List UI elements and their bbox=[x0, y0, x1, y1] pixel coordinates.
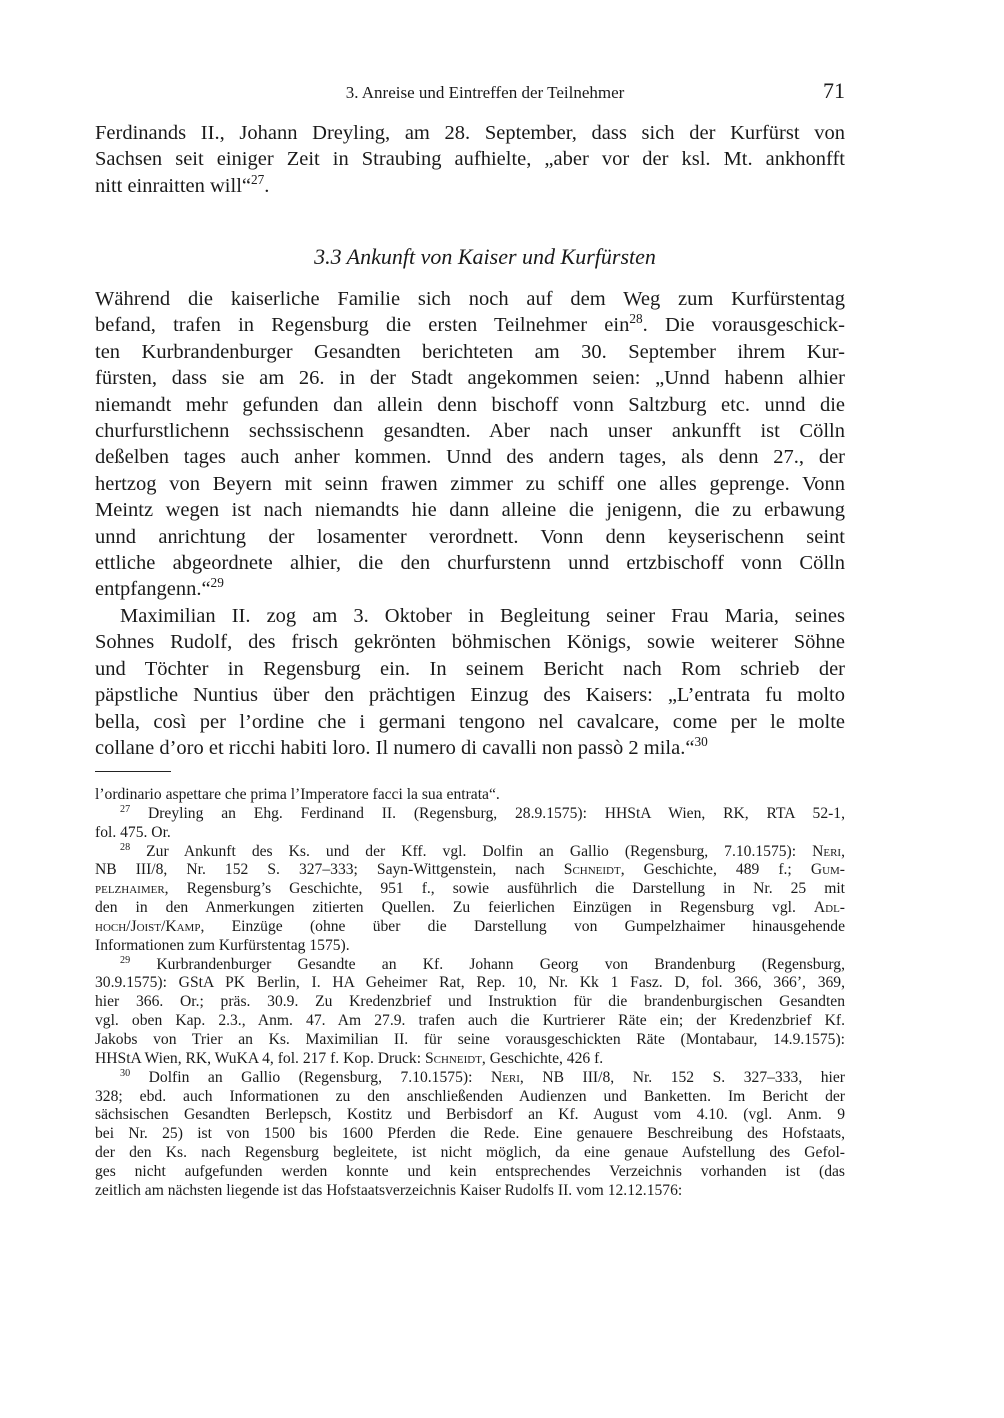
page-number: 71 bbox=[823, 78, 845, 103]
footnote-marker: 29 bbox=[210, 575, 224, 591]
text-line bbox=[95, 918, 845, 937]
text-run: entpfangenn.“ bbox=[95, 578, 211, 601]
text-line bbox=[95, 550, 845, 576]
text-line bbox=[95, 173, 845, 199]
text-line bbox=[95, 418, 845, 444]
text-line bbox=[95, 392, 845, 418]
small-caps-name: Neri bbox=[812, 842, 842, 860]
text-line bbox=[95, 146, 845, 172]
text-line bbox=[95, 444, 845, 470]
text-run: fol. 475. Or. bbox=[95, 823, 171, 841]
text-run: vgl. oben Kap. 2.3., Anm. 47. Am 27.9. trafen auch die Kurtrierer Räte ein; der Kredenzbrief Kf. bbox=[95, 1012, 845, 1030]
text-run: , NB III/8, Nr. 152 S. 327–333, hier bbox=[519, 1068, 845, 1086]
small-caps-name: pelzhaimer bbox=[95, 880, 165, 898]
text-run: bei Nr. 25) ist von 1500 bis 1600 Pferden die Rede. Eine genauere Beschreibung des Hofstaats, bbox=[95, 1125, 845, 1143]
text-run: ettliche abgeordnete alhier, die den churfurstenn unnd ertzbischoff vonn Cölln bbox=[95, 551, 845, 574]
text-line bbox=[95, 805, 845, 824]
text-run: Ferdinands II., Johann Dreyling, am 28. September, dass sich der Kurfürst von bbox=[95, 122, 845, 144]
text-line bbox=[95, 1182, 845, 1201]
text-run: , bbox=[841, 842, 845, 860]
paragraph-2 bbox=[95, 603, 845, 761]
footnote-marker: 30 bbox=[120, 1067, 131, 1079]
text-line bbox=[95, 993, 845, 1012]
footnote-marker: 28 bbox=[629, 311, 643, 327]
text-line bbox=[95, 682, 845, 708]
footnote-marker: 29 bbox=[120, 954, 131, 966]
small-caps-name: Adl- bbox=[813, 899, 845, 917]
text-line bbox=[95, 709, 845, 735]
text-run: , Einzüge (ohne über die Darstellung von Gumpelzhaimer hinausgehende bbox=[200, 917, 845, 935]
text-run: , Geschichte, 489 f.; bbox=[620, 861, 811, 879]
text-line bbox=[95, 286, 845, 312]
intro-paragraph bbox=[95, 120, 845, 199]
footnotes bbox=[95, 786, 845, 1201]
text-line bbox=[95, 656, 845, 682]
text-run: niemandt mehr gefunden dan allein denn bischoff vonn Saltzburg etc. unnd die bbox=[95, 393, 845, 416]
text-run: hier 366. Or.; präs. 30.9. Zu Kredenzbrief und Instruktion für die brandenburgischen Gesandten bbox=[95, 993, 845, 1011]
text-run: bella, così per l’ordine che i germani tengono nel cavalcare, come per le molte bbox=[95, 710, 845, 733]
footnote-marker: 28 bbox=[120, 841, 131, 853]
text-line bbox=[95, 861, 845, 880]
text-run: päpstliche Nuntius über den prächtigen Einzug des Kaisers: „L’entrata fu molto bbox=[95, 684, 845, 707]
text-line bbox=[95, 824, 845, 843]
text-run: ges nicht aufgefunden werden konnte und kein entsprechendes Verzeichnis vorhanden ist (das bbox=[95, 1162, 845, 1180]
text-line bbox=[95, 1144, 845, 1163]
text-line bbox=[95, 937, 845, 956]
text-run: collane d’oro et ricchi habiti loro. Il numero di cavalli non passò 2 mila.“ bbox=[95, 736, 695, 759]
text-line bbox=[95, 1031, 845, 1050]
text-run: Informationen zum Kurfürstentag 1575). bbox=[95, 936, 350, 954]
paragraph-1 bbox=[95, 286, 845, 603]
text-line bbox=[95, 1088, 845, 1107]
text-line bbox=[95, 1069, 845, 1088]
text-line bbox=[95, 899, 845, 918]
text-line bbox=[95, 1012, 845, 1031]
small-caps-name: hoch/Joist/Kamp bbox=[95, 917, 201, 935]
text-line bbox=[95, 843, 845, 862]
footnote-rule bbox=[95, 771, 171, 772]
text-run: unnd anrichtung der losamenter verordnett. Vonn denn keyserischenn seint bbox=[95, 525, 845, 548]
text-run: ten Kurbrandenburger Gesandten berichteten am 30. September ihrem Kur- bbox=[95, 340, 845, 363]
text-line bbox=[95, 120, 845, 146]
text-run: Sohnes Rudolf, des frisch gekrönten böhmischen Königs, sowie weiterer Söhne bbox=[95, 631, 845, 654]
text-run: , Geschichte, 426 f. bbox=[481, 1049, 604, 1067]
footnote bbox=[95, 1069, 845, 1201]
text-run: Sachsen seit einiger Zeit in Straubing aufhielte, „aber vor der ksl. Mt. ankhonfft bbox=[95, 148, 845, 171]
text-run: HHStA Wien, RK, WuKA 4, fol. 217 f. Kop. Druck: bbox=[95, 1049, 425, 1067]
text-line bbox=[95, 603, 845, 629]
small-caps-name: Schneidt bbox=[563, 861, 621, 879]
footnote-marker: 27 bbox=[250, 171, 265, 187]
footnote bbox=[95, 956, 845, 1069]
text-run: NB III/8, Nr. 152 S. 327–333; Sayn-Wittgenstein, nach bbox=[95, 861, 564, 879]
text-run: Kurbrandenburger Gesandte an Kf. Johann Georg von Brandenburg (Regensburg, bbox=[130, 955, 845, 973]
text-run: Zur Ankunft des Ks. und der Kff. vgl. Dolfin an Gallio (Regensburg, 7.10.1575): bbox=[130, 842, 813, 860]
text-line bbox=[95, 956, 845, 975]
text-run: Dreyling an Ehg. Ferdinand II. (Regensburg, 28.9.1575): HHStA Wien, RK, RTA 52-1, bbox=[130, 804, 845, 822]
text-line bbox=[95, 735, 845, 761]
text-line bbox=[95, 312, 845, 338]
text-line bbox=[95, 880, 845, 899]
text-run: hertzog von Beyern mit seinn frawen zimmer zu schiff one alles geprenge. Vonn bbox=[95, 472, 845, 495]
text-run: 328; ebd. auch Informationen zu den anschließenden Audienzen und Banketten. Im Bericht der bbox=[95, 1087, 845, 1105]
text-run: und Töchter in Regensburg ein. In seinem Bericht nach Rom schrieb der bbox=[95, 657, 845, 680]
text-run: zeitlich am nächsten liegende ist das Hofstaatsverzeichnis Kaiser Rudolfs II. vom 12.12.1576: bbox=[95, 1181, 683, 1199]
section-heading: 3.3 Ankunft von Kaiser und Kurfürsten bbox=[314, 244, 656, 269]
text-run: den in den Anmerkungen zitierten Quellen. Zu feierlichen Einzügen in Regensburg vgl. bbox=[95, 899, 814, 917]
text-line bbox=[95, 576, 845, 602]
footnote bbox=[95, 805, 845, 843]
text-line bbox=[95, 1050, 845, 1069]
text-run: fürsten, dass sie am 26. in der Stadt angekommen seien: „Unnd habenn alhier bbox=[95, 367, 845, 390]
text-line bbox=[95, 339, 845, 365]
small-caps-name: Neri bbox=[490, 1068, 520, 1086]
text-run: sächsischen Gesandten Berlepsch, Kostitz und Berbisdorf an Kf. August vom 4.10. (vgl. Anm. 9 bbox=[95, 1106, 845, 1124]
text-run: Dolfin an Gallio (Regensburg, 7.10.1575): bbox=[130, 1068, 491, 1086]
text-line bbox=[95, 629, 845, 655]
text-run: Jakobs von Trier an Ks. Maximilian II. für seine vorausgeschickten Räte (Montabaur, 14.9.1575): bbox=[95, 1030, 845, 1048]
text-run: deßelben tages auch anher kommen. Unnd des andern tages, als denn 27., der bbox=[95, 446, 845, 469]
text-run: . Die vorausgeschick- bbox=[642, 314, 845, 337]
small-caps-name: Gum- bbox=[810, 861, 845, 879]
text-line bbox=[95, 365, 845, 391]
text-line bbox=[95, 1163, 845, 1182]
text-line bbox=[95, 1106, 845, 1125]
text-run: befand, trafen in Regensburg die ersten Teilnehmer ein bbox=[95, 314, 630, 337]
text-run: Meintz wegen ist nach niemandts hie dann alleine die jenigenn, die zu erbawung bbox=[95, 499, 845, 522]
running-title: 3. Anreise und Eintreffen der Teilnehmer bbox=[345, 83, 625, 102]
text-run: 30.9.1575): GStA PK Berlin, I. HA Geheimer Rat, Rep. 10, Nr. Kk 1 Fasz. D, fol. 366, 366’, 369, bbox=[95, 974, 845, 992]
text-line bbox=[95, 974, 845, 993]
text-line bbox=[95, 471, 845, 497]
text-line bbox=[95, 786, 845, 805]
running-head bbox=[95, 80, 845, 106]
text-line bbox=[95, 1125, 845, 1144]
small-caps-name: Schneidt bbox=[424, 1049, 482, 1067]
footnote-marker: 30 bbox=[694, 734, 708, 750]
text-run: . bbox=[264, 174, 270, 197]
text-line bbox=[95, 524, 845, 550]
text-run: churfurstlichenn sechssischenn gesandten. Aber nach unser ankunfft ist Cölln bbox=[95, 419, 845, 442]
footnote-marker: 27 bbox=[120, 803, 131, 815]
text-line bbox=[95, 497, 845, 523]
text-run: l’ordinario aspettare che prima l’Imperatore facci la sua entrata“. bbox=[95, 786, 500, 803]
text-run: Maximilian II. zog am 3. Oktober in Begleitung seiner Frau Maria, seines bbox=[120, 605, 845, 627]
text-run: der den Ks. nach Regensburg begleitete, ist nicht möglich, da eine genaue Aufstellung des Gefol- bbox=[95, 1144, 845, 1162]
footnote bbox=[95, 786, 845, 805]
footnote bbox=[95, 843, 845, 956]
text-run: Während die kaiserliche Familie sich noch auf dem Weg zum Kurfürstentag bbox=[95, 288, 845, 310]
text-run: nitt einraitten will“ bbox=[95, 174, 251, 197]
text-run: , Regensburg’s Geschichte, 951 f., sowie ausführlich die Darstellung in Nr. 25 mit bbox=[164, 880, 845, 898]
